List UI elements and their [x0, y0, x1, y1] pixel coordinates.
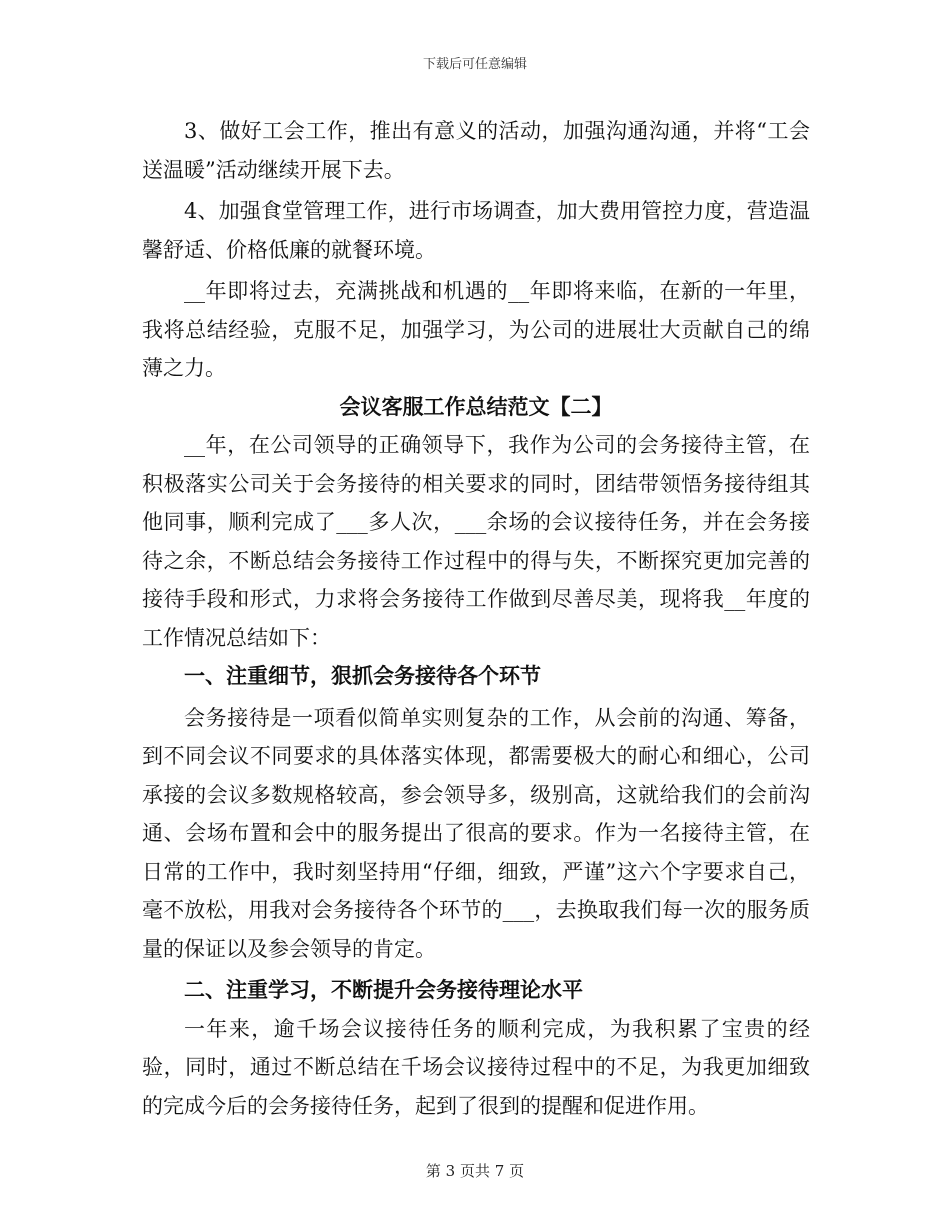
paragraph-item-4: 4、加强食堂管理工作，进行市场调查，加大费用管控力度，营造温馨舒适、价格低廉的就餐环境。 [142, 199, 810, 262]
paragraph-closing: __年即将过去，充满挑战和机遇的__年即将来临，在新的一年里，我将总结经验，克服不足，加强学习，为公司的进展壮大贡献自己的绵薄之力。 [142, 279, 810, 380]
page-number: 第 3 页共 7 页 [425, 1162, 525, 1180]
paragraph-item-3: 3、做好工会工作，推出有意义的活动，加强沟通沟通，并将“工会送温暖”活动继续开展下去。 [142, 119, 810, 182]
heading-one: 一、注重细节，狠抓会务接待各个环节 [184, 663, 541, 688]
paragraph-learning: 一年来，逾千场会议接待任务的顺利完成，为我积累了宝贵的经验，同时，通过不断总结在千场会议接待过程中的不足，为我更加细致的完成今后的会务接待任务，起到了很到的提醒和促进作用。 [142, 1016, 810, 1118]
document-body [142, 112, 810, 1125]
heading-two: 二、注重学习，不断提升会务接待理论水平 [184, 977, 583, 1002]
section-title: 会议客服工作总结范文【二】 [339, 393, 613, 419]
paragraph-intro: __年，在公司领导的正确领导下，我作为公司的会务接待主管，在积极落实公司关于会务接待的相关要求的同时，团结带领悟务接待组其他同事，顺利完成了___多人次，___余场的会议接待任务，并在会务接待之余，不断总结会务接待工作过程中的得与失，不断探究更加完善的接待手段和形式，力求将会务接待工作做到尽善尽美，现将我__年度的工作情况总结如下： [142, 433, 810, 650]
paragraph-details: 会务接待是一项看似简单实则复杂的工作，从会前的沟通、筹备，到不同会议不同要求的具体落实体现，都需要极大的耐心和细心，公司承接的会议多数规格较高，参会领导多，级别高，这就给我们的会前沟通、会场布置和会中的服务提出了很高的要求。作为一名接待主管，在日常的工作中，我时刻坚持用“仔细，细致，严谨”这六个字要求自己，毫不放松，用我对会务接待各个环节的___，去换取我们每一次的服务质量的保证以及参会领导的肯定。 [142, 705, 810, 961]
page-header-note: 下载后可任意编辑 [422, 57, 527, 72]
